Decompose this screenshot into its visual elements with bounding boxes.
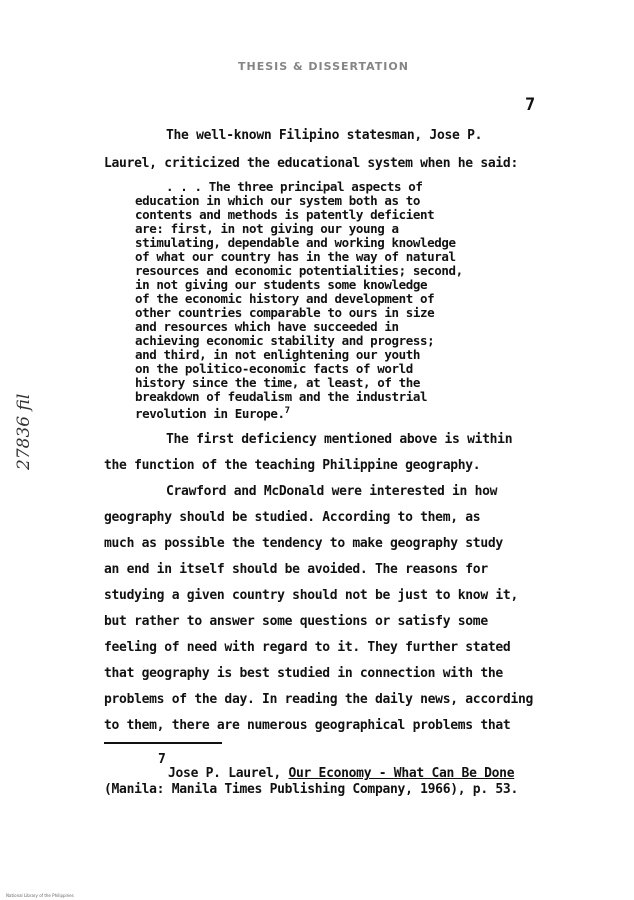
quote-text: revolution in Europe. [135,406,285,422]
quote-line: education in which our system both as to [135,193,421,208]
body-line: the function of the teaching Philippine geography. [104,458,481,473]
scan-footer-text: National Library of the Philippines [6,893,74,898]
body-line: problems of the day. In reading the daily news, according [104,692,534,707]
quote-line-last [135,404,290,421]
handwritten-margin-note: 27836 fil [14,393,34,470]
body-line: much as possible the tendency to make geography study [104,536,503,551]
quote-line: breakdown of feudalism and the industrial [135,389,428,404]
quote-line: and resources which have succeeded in [135,319,399,334]
quote-line: resources and economic potentialities; second, [135,263,463,278]
body-line: feeling of need with regard to it. They further stated [104,640,511,655]
quote-line: of what our country has in the way of natural [135,249,456,264]
body-line: The first deficiency mentioned above is within [166,432,513,447]
quote-line: . . . The three principal aspects of [166,179,423,194]
quote-line: achieving economic stability and progress; [135,333,435,348]
footnote-line [168,766,514,781]
body-line: geography should be studied. According to them, as [104,510,481,525]
footnote-publisher: (Manila: Manila Times Publishing Company, 1966), p. 53. [104,782,518,797]
body-line: Laurel, criticized the educational system when he said: [104,156,518,171]
quote-line: history since the time, at least, of the [135,375,421,390]
body-line: studying a given country should not be just to know it, [104,588,518,603]
footnote-author: Jose P. Laurel, [168,766,281,781]
footnote-number: 7 [158,752,166,767]
body-line: Crawford and McDonald were interested in how [166,484,498,499]
quote-line: and third, in not enlightening our youth [135,347,421,362]
quote-line: stimulating, dependable and working knowledge [135,235,456,250]
body-line: an end in itself should be avoided. The reasons for [104,562,488,577]
body-line: to them, there are numerous geographical problems that [104,718,511,733]
quote-line: other countries comparable to ours in size [135,305,435,320]
body-line: The well-known Filipino statesman, Jose P. [166,128,483,143]
body-line: that geography is best studied in connection with the [104,666,503,681]
page-number: 7 [525,95,536,115]
quote-line: contents and methods is patently deficient [135,207,435,222]
archive-stamp: THESIS & DISSERTATION [238,60,409,73]
body-line: but rather to answer some questions or satisfy some [104,614,488,629]
quote-footnote-ref: 7 [284,406,290,416]
footnote-divider [104,742,222,744]
quote-line: in not giving our students some knowledge [135,277,428,292]
quote-line: on the politico-economic facts of world [135,361,413,376]
quote-line: are: first, in not giving our young a [135,221,399,236]
footnote-title: Our Economy - What Can Be Done [288,766,515,781]
quote-line: of the economic history and development of [135,291,435,306]
